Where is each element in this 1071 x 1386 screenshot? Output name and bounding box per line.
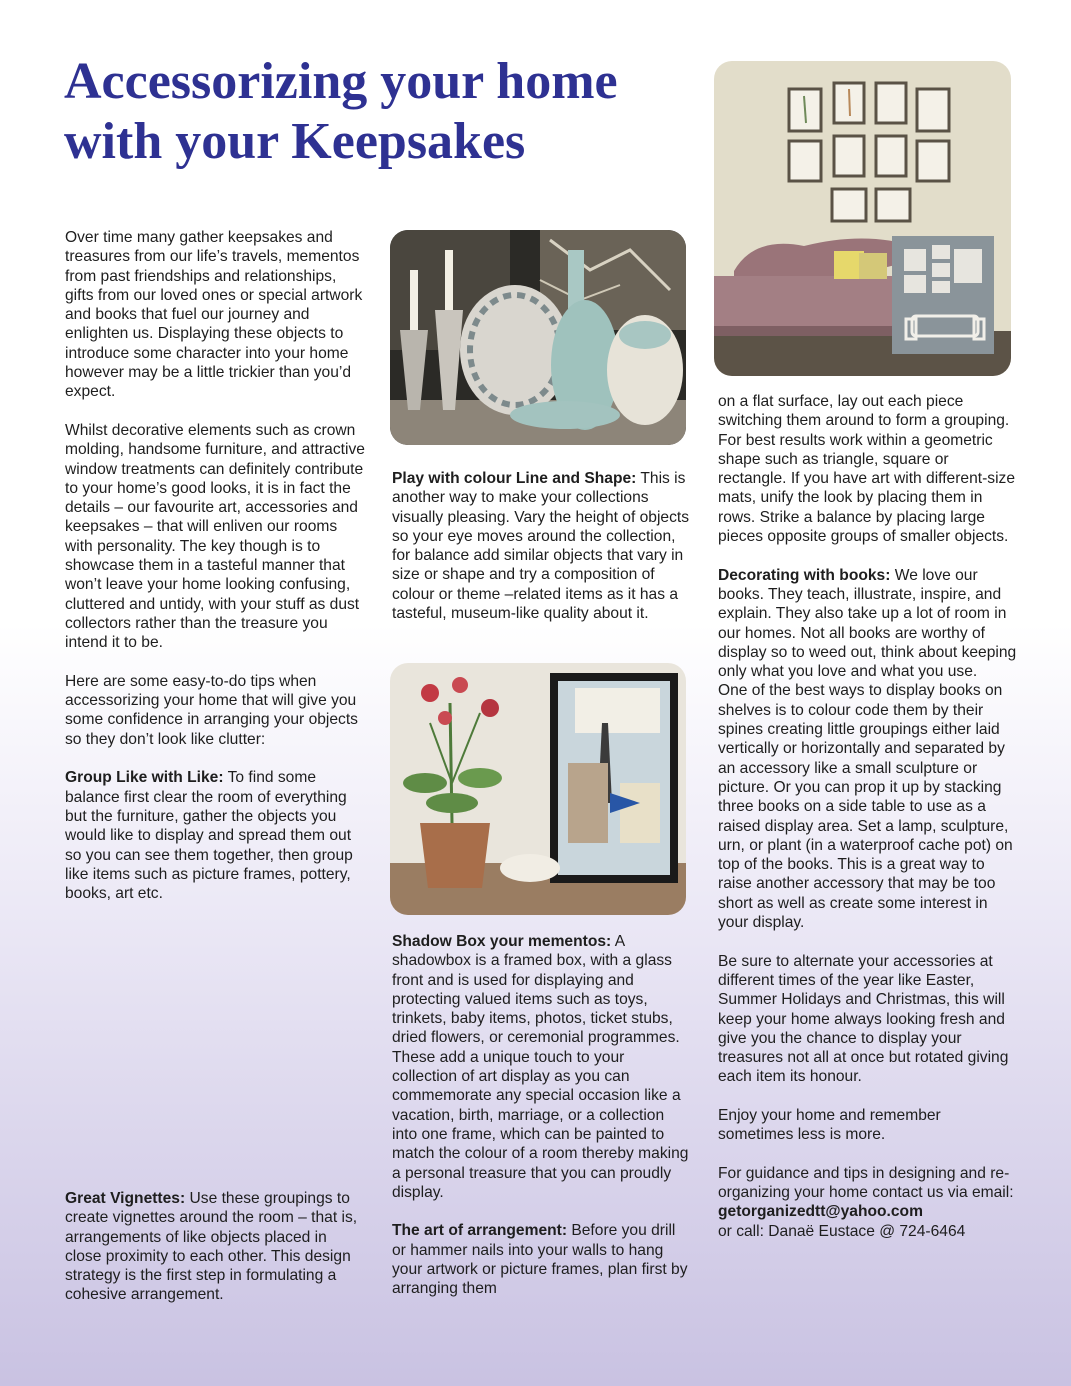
contact-paragraph [718, 1164, 1018, 1241]
contact-email[interactable]: getorganizedtt@yahoo.com [718, 1203, 923, 1221]
arrangement-paragraph [392, 1221, 692, 1298]
page-title: Accessorizing your home with your Keepsakes [64, 53, 618, 170]
books-heading: Decorating with books: [718, 566, 891, 584]
vignettes-text: Use these groupings to create vignettes around the room – that is, arrangements of like objects placed in close proximity to each other. This design strategy is the first step in formulating a cohesive arrangement. [65, 1190, 358, 1304]
shadowbox-heading: Shadow Box your mementos: [392, 933, 612, 950]
group-like-paragraph [65, 768, 365, 903]
column-left [65, 228, 365, 923]
colour-heading: Play with colour Line and Shape: [392, 470, 637, 487]
arrangement-heading: The art of arrangement: [392, 1222, 568, 1240]
arrangement-text: Before you drill or hammer nails into your walls to hang your artwork or picture frames, plan first by arranging them [392, 1222, 688, 1298]
colour-text: This is another way to make your collections visually pleasing. Vary the height of objects so your eye moves around the collection, for balance add similar objects that vary in size or shape and try a composition of colour or theme –related items as it has a tasteful, museum-like quality about it. [392, 470, 690, 623]
contact-line2: or call: Danaë Eustace @ 724-6464 [718, 1222, 966, 1240]
column-middle-bottom [392, 932, 692, 1318]
colour-paragraph [392, 469, 692, 623]
books-text: We love our books. They teach, illustrate, inspire, and explain. They also take up a lot of room in our homes. Not all books are worthy of display so to weed out, think about keeping only what you love and what you use. [718, 566, 1017, 681]
enjoy-paragraph: Enjoy your home and remember sometimes less is more. [718, 1106, 941, 1144]
intro-paragraph: Whilst decorative elements such as crown molding, handsome furniture, and attractive window treatments can definitely contribute to your home’s good looks, it is in fact the details – our favourite art, accessories and keepsakes – that will enliven our rooms with personality. The key though is to showcase them in a tasteful manner that won’t leave your home looking confusing, cluttered and untidy, with your stuff as dust collectors rather than the treasure you intend it to be. [65, 421, 365, 652]
column-right [718, 392, 1018, 1260]
alternate-paragraph: Be sure to alternate your accessories at different times of the year like Easter, Summer Holidays and Christmas, this will keep your home always looking fresh and give you the chance to display your treasures not all at once but rotated giving each item its honour. [718, 952, 1009, 1086]
books-paragraph-2: One of the best ways to display books on shelves is to colour code them by their spines creating little groupings either laid vertically or horizontally and separated by an accessory like a small sculpture or picture. Or you can prop it up by stacking three books on a side table to use as a raised display area. Set a lamp, sculpture, urn, or plant (in a waterproof cache pot) on top of the books. This is a great way to raise another accessory that may be too short as well as create some interest in your display. [718, 682, 1013, 932]
intro-paragraph: Over time many gather keepsakes and treasures from our life’s travels, mementos from past friendships and relationships, gifts from our loved ones or special artwork and books that fuel our journey and enlighten us. Displaying these objects to introduce some character into your home however may be a little trickier than you’d expect. [65, 229, 363, 401]
shadowbox-paragraph [392, 932, 692, 1202]
shadowbox-photo [390, 663, 686, 915]
sofa-photo [714, 61, 1011, 376]
group-like-text: To find some balance first clear the room of everything but the furniture, gather the objects you would like to display and spread them out so you can see them together, then group like items such as picture frames, pottery, books, art etc. [65, 769, 353, 903]
group-like-heading: Group Like with Like: [65, 769, 224, 787]
contact-line1: For guidance and tips in designing and re-organizing your home contact us via email: [718, 1164, 1014, 1202]
arrangement-continued: on a flat surface, lay out each piece switching them around to form a grouping. For best results work within a geometric shape such as triangle, square or rectangle. If you have art with different-size mats, unify the look by placing them in rows. Strike a balance by placing large pieces opposite groups of smaller objects. [718, 393, 1016, 546]
column-left-bottom [65, 1189, 365, 1324]
books-paragraph [718, 566, 1018, 682]
vases-photo [390, 230, 686, 445]
vignettes-paragraph [65, 1189, 365, 1305]
column-middle-top [392, 469, 692, 643]
vignettes-heading: Great Vignettes: [65, 1190, 186, 1207]
intro-paragraph: Here are some easy-to-do tips when accessorizing your home that will give you some confidence in arranging your objects so they don’t look like clutter: [65, 672, 358, 748]
shadowbox-text: A shadowbox is a framed box, with a glass front and is used for displaying and protecting valued items such as toys, trinkets, baby items, photos, ticket stubs, dried flowers, or ceremonial programmes. These add a unique touch to your collection of art display as you can commemorate any special occasion like a vacation, birth, marriage, or a collection into one frame, which can be painted to match the colour of a room thereby making a personal treasure that you can proudly display. [392, 933, 689, 1201]
